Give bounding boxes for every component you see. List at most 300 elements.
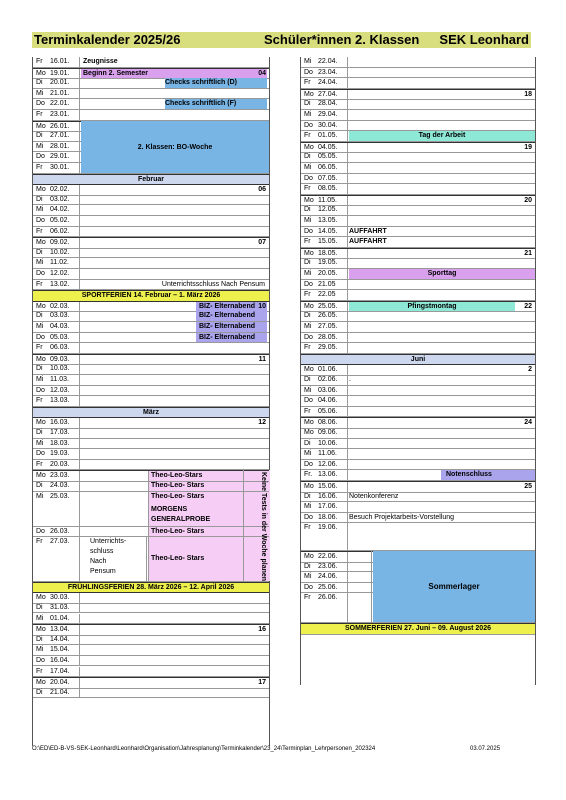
date: 23.06. — [318, 562, 338, 570]
date-separator — [347, 121, 348, 131]
calendar-row — [301, 110, 535, 121]
date: 08.06. — [318, 419, 338, 427]
date: 26.03. — [50, 527, 70, 535]
date-separator — [347, 562, 348, 572]
calendar-row — [33, 603, 269, 614]
date-separator — [79, 439, 80, 449]
date: 21.05 — [318, 280, 336, 288]
date-separator — [347, 470, 348, 480]
section-band — [301, 623, 535, 635]
date-separator — [347, 502, 348, 512]
date: 02.02. — [50, 186, 70, 194]
date-separator — [347, 90, 348, 100]
date-separator — [347, 593, 348, 622]
date: 19.01. — [50, 69, 70, 77]
calendar-row — [301, 280, 535, 291]
date-separator — [79, 110, 80, 120]
weekday: Fr — [36, 58, 43, 65]
date-separator — [347, 583, 348, 593]
date: 16.06. — [318, 492, 338, 500]
weekday: Mi — [36, 646, 44, 654]
date-separator — [347, 386, 348, 396]
weekday: Mi — [36, 376, 44, 383]
calendar-row — [301, 227, 535, 238]
weekday: Do — [304, 68, 313, 76]
weekday: Mi — [304, 58, 312, 65]
calendar-row — [301, 174, 535, 185]
date-separator — [79, 57, 80, 67]
date: 15.06. — [318, 483, 338, 490]
date-separator — [347, 302, 348, 312]
week-number: 16 — [258, 626, 266, 634]
date: 13.03. — [50, 397, 70, 405]
calendar-row — [301, 343, 535, 354]
date: 29.05. — [318, 344, 338, 352]
date-separator — [347, 99, 348, 109]
date-separator — [347, 110, 348, 120]
weekday: Di — [304, 439, 311, 447]
weekday: Mo — [36, 594, 46, 602]
date: 29.04. — [318, 111, 338, 118]
date-separator — [79, 333, 80, 343]
calendar-row — [33, 537, 269, 582]
date-separator — [79, 603, 80, 613]
date: 01.05. — [318, 132, 338, 140]
date-separator — [347, 143, 348, 153]
event-text: Theo-Leo- Stars — [151, 492, 205, 500]
calendar-row — [301, 502, 535, 513]
calendar-row — [301, 333, 535, 344]
calendar-row — [301, 470, 535, 481]
date-separator — [79, 99, 80, 109]
date: 09.06. — [318, 429, 338, 436]
date: 02.03. — [50, 302, 70, 310]
calendar-row — [33, 386, 269, 397]
date: 26.06. — [318, 594, 338, 602]
weekday: Fr — [36, 344, 43, 352]
week-number: 24 — [524, 419, 532, 427]
date: 25.03. — [50, 492, 70, 500]
calendar-row — [301, 216, 535, 227]
weekday: Mo — [304, 249, 314, 257]
date-separator — [347, 523, 348, 550]
calendar-row — [301, 407, 535, 418]
calendar-row — [33, 258, 269, 269]
calendar-row — [301, 121, 535, 132]
weekday: Do — [36, 270, 45, 277]
weekday: Fr — [304, 291, 311, 299]
date: 17.06. — [318, 503, 338, 511]
date: 20.05. — [318, 270, 338, 277]
week-number: 12 — [258, 419, 266, 427]
weekday: Fr — [304, 524, 311, 532]
date: 04.02. — [50, 206, 70, 214]
weekday: Mi — [304, 450, 312, 458]
date: 30.01. — [50, 164, 70, 171]
week-number: 11 — [258, 355, 266, 363]
weekday: Di — [304, 100, 311, 108]
date: 09.02. — [50, 239, 70, 247]
calendar-row — [301, 396, 535, 407]
date-separator — [79, 635, 80, 645]
week-number: 06 — [258, 186, 266, 194]
date: 04.03. — [50, 323, 70, 330]
calendar-row — [301, 322, 535, 333]
weekday: Mi — [304, 323, 312, 330]
calendar-row — [33, 216, 269, 227]
calendar-row — [33, 527, 269, 538]
date-separator — [79, 205, 80, 215]
weekday: Fr — [304, 132, 311, 140]
date-separator — [347, 482, 348, 492]
date-separator — [79, 593, 80, 603]
event-text: Theo-Leo- Stars — [151, 482, 205, 489]
date-separator — [347, 68, 348, 78]
date: 25.06. — [318, 583, 338, 591]
date: 26.01. — [50, 122, 70, 130]
weekday: Mi — [304, 111, 312, 118]
calendar-row — [301, 439, 535, 450]
weekday: Di — [304, 492, 311, 500]
date-separator — [79, 131, 80, 141]
date: 05.06. — [318, 407, 338, 415]
weekday: Fr — [304, 79, 311, 87]
date-separator — [79, 227, 80, 237]
date: 25.05. — [318, 302, 338, 310]
calendar-row — [301, 311, 535, 322]
date: 01.04. — [50, 614, 70, 622]
weekday: Mo — [304, 302, 314, 310]
weekday: Mo — [304, 143, 314, 151]
date: 12.02. — [50, 270, 70, 277]
date-separator — [347, 343, 348, 353]
event-text: BIZ- Elternabend — [199, 323, 256, 330]
weekday: Do — [304, 280, 313, 288]
sommerlager-block: Sommerlager — [373, 551, 535, 622]
date: 20.03. — [50, 460, 70, 468]
weekday: Di — [36, 365, 43, 373]
weekday: Mo — [36, 626, 46, 634]
weekday: Di — [304, 312, 311, 320]
date: 06.02. — [50, 227, 70, 235]
date: 14.05. — [318, 227, 338, 235]
weekday: Mo — [36, 419, 46, 427]
date-separator — [79, 688, 80, 698]
calendar-row — [33, 481, 269, 492]
date-separator — [79, 89, 80, 99]
week-number: 21 — [524, 249, 532, 257]
date: 22.06. — [318, 552, 338, 560]
weekday: Do — [36, 527, 45, 535]
date-separator — [79, 195, 80, 205]
date: 20.01. — [50, 79, 70, 87]
date: 28.04. — [318, 100, 338, 108]
date-separator — [79, 527, 80, 537]
date-separator — [79, 216, 80, 226]
date: 30.03. — [50, 594, 70, 602]
weekday: Fr — [36, 460, 43, 468]
calendar-row — [301, 184, 535, 195]
date-separator — [347, 249, 348, 259]
date-separator — [79, 311, 80, 321]
date-separator — [79, 69, 80, 79]
date-separator — [79, 364, 80, 374]
date-separator — [79, 163, 80, 173]
weekday: Do — [36, 450, 45, 458]
date-separator — [347, 552, 348, 562]
date: 01.06. — [318, 366, 338, 374]
calendar-row — [33, 333, 269, 344]
date: 21.04. — [50, 688, 70, 696]
calendar-row — [301, 460, 535, 471]
date-separator — [347, 439, 348, 449]
date-separator — [79, 355, 80, 365]
print-date: 03.07.2025 — [470, 746, 501, 752]
event-text: Notenkonferenz — [349, 492, 399, 500]
date: 18.05. — [318, 249, 338, 257]
date-separator — [347, 216, 348, 226]
date: 13.02. — [50, 280, 70, 288]
date: 06.03. — [50, 344, 70, 352]
event-text: Theo-Leo- Stars — [151, 527, 205, 535]
date-separator — [347, 322, 348, 332]
calendar-row — [33, 322, 269, 333]
date: 16.04. — [50, 656, 70, 664]
date: 27.03. — [50, 538, 70, 546]
date-separator — [79, 428, 80, 438]
week-number: 22 — [524, 302, 532, 310]
event-text: Zeugnisse — [83, 58, 118, 65]
date-separator — [79, 269, 80, 279]
no-tests-note: Keine Tests in der Woche planen — [260, 471, 267, 581]
calendar-right-column — [300, 57, 536, 685]
weekday: Fr — [36, 111, 43, 118]
date: 12.03. — [50, 386, 70, 394]
date: 13.04. — [50, 626, 70, 634]
date: 29.01. — [50, 153, 70, 161]
calendar-row — [33, 645, 269, 656]
weekday: Mi — [36, 439, 44, 447]
date-separator — [347, 365, 348, 375]
date-separator — [347, 57, 348, 67]
weekday: Mi — [36, 259, 44, 267]
weekday: Mi — [36, 323, 44, 330]
weekday: Di — [36, 79, 43, 87]
calendar-row — [301, 78, 535, 89]
date-separator — [79, 449, 80, 459]
weekday: Do — [304, 121, 313, 129]
weekday: Mi — [36, 142, 44, 150]
date: 02.06. — [318, 376, 338, 383]
weekday: Fr — [36, 667, 43, 675]
date-separator — [347, 280, 348, 290]
calendar-left-column — [32, 57, 270, 746]
calendar-row — [301, 523, 535, 551]
date: 15.04. — [50, 646, 70, 654]
date: 20.04. — [50, 679, 70, 687]
calendar-row — [33, 656, 269, 667]
date: 22.05 — [318, 291, 336, 299]
date-separator — [79, 322, 80, 332]
calendar-row — [33, 78, 269, 89]
section-label: Februar — [137, 175, 165, 183]
weekday: Di — [36, 195, 43, 203]
weekday: Do — [36, 333, 45, 341]
date-separator — [347, 492, 348, 502]
calendar-row — [33, 57, 269, 68]
date: 03.06. — [318, 386, 338, 394]
calendar-row — [301, 492, 535, 503]
date-separator — [347, 227, 348, 237]
weekday: Di — [36, 312, 43, 320]
weekday: Mi — [36, 614, 44, 622]
weekday: Fr — [36, 227, 43, 235]
weekday: Di — [36, 132, 43, 140]
date-separator — [79, 460, 80, 470]
weekday: Mi — [304, 164, 312, 171]
date: 19.05. — [318, 259, 338, 267]
calendar-row — [301, 449, 535, 460]
date: 09.03. — [50, 355, 70, 363]
weekday: Mo — [36, 355, 46, 363]
weekday: Mo — [36, 679, 46, 687]
date-separator — [347, 375, 348, 385]
event-text: Tag der Arbeit — [418, 132, 466, 140]
date-separator — [79, 656, 80, 666]
date-separator — [347, 174, 348, 184]
calendar-row — [301, 152, 535, 163]
date-separator — [347, 396, 348, 406]
weekday: Do — [304, 460, 313, 468]
calendar-row — [33, 99, 269, 110]
weekday: Di — [36, 635, 43, 643]
event-text: BIZ- Elternabend — [199, 312, 256, 320]
week-number: 19 — [524, 143, 532, 151]
calendar-row — [301, 131, 535, 142]
date: 11.02. — [50, 259, 69, 267]
event-text: Unterrichtsschluss Nach Pensum — [161, 280, 265, 288]
weekday: Di — [304, 206, 311, 214]
date-separator — [347, 205, 348, 215]
date: 27.05. — [318, 323, 338, 330]
week-number: 17 — [258, 679, 266, 687]
calendar-row — [301, 57, 535, 68]
date: 16.01. — [50, 58, 70, 65]
date-separator — [79, 386, 80, 396]
date: 23.03. — [50, 472, 70, 480]
date-separator — [79, 678, 80, 688]
calendar-row — [301, 258, 535, 269]
unterrichtsschluss-divider — [146, 537, 147, 582]
date: 06.05. — [318, 164, 338, 171]
date-separator — [79, 667, 80, 677]
weekday: Fr — [304, 238, 311, 246]
date-separator — [79, 343, 80, 353]
calendar-row — [33, 614, 269, 625]
calendar-row — [33, 439, 269, 450]
date-separator — [79, 481, 80, 491]
weekday: Di — [36, 482, 43, 489]
event-text: Theo-Leo-Stars — [151, 472, 203, 480]
date: 18.03. — [50, 439, 70, 447]
weekday: Fr — [36, 280, 43, 288]
week-number: 07 — [258, 239, 266, 247]
weekday: Mo — [36, 186, 46, 194]
calendar-row — [301, 68, 535, 79]
calendar-row — [301, 163, 535, 174]
date: 27.04. — [318, 90, 338, 98]
weekday: Di — [304, 153, 311, 161]
weekday: Mi — [36, 206, 44, 214]
date-separator — [79, 492, 80, 526]
weekday: Di — [36, 429, 43, 436]
weekday: Do — [304, 513, 313, 521]
date-separator — [347, 418, 348, 428]
section-label: Juni — [410, 355, 426, 363]
date-separator — [79, 614, 80, 624]
weekday: Fr. — [304, 471, 313, 479]
date-separator — [79, 396, 80, 406]
week-number: 25 — [524, 483, 532, 490]
weekday: Mi — [36, 89, 44, 97]
weekday: Mo — [304, 483, 314, 490]
calendar-row — [301, 269, 535, 280]
weekday: Mo — [36, 69, 46, 77]
calendar-row — [301, 386, 535, 397]
weekday: Mi — [304, 217, 312, 224]
date: 30.04. — [318, 121, 338, 129]
date: 14.04. — [50, 635, 70, 643]
date-separator — [79, 418, 80, 428]
date-separator — [79, 78, 80, 88]
event-text: . — [349, 376, 351, 383]
date: 23.01. — [50, 111, 70, 118]
calendar-row — [301, 99, 535, 110]
date: 27.01. — [50, 132, 70, 140]
section-label: März — [143, 408, 159, 416]
weekday: Mi — [36, 492, 44, 500]
calendar-row — [33, 343, 269, 354]
weekday: Mo — [304, 429, 314, 436]
date-separator — [79, 142, 80, 152]
date: 28.01. — [50, 142, 70, 150]
date: 08.05. — [318, 185, 338, 193]
section-label: SPORTFERIEN 14. Februar – 1. März 2026 — [81, 292, 221, 300]
calendar-row — [33, 667, 269, 678]
date-separator — [79, 645, 80, 655]
bo-week-block: 2. Klassen: BO-Woche — [81, 121, 269, 173]
weekday: Do — [36, 100, 45, 108]
date-separator — [79, 375, 80, 385]
file-path: O:\ED\ED-B-VS-SEK-Leonhard\Leonhard\Organisation\Jahresplanung\Terminkalender\23_24\Terminplan_Lehrpersonen_202324 — [32, 746, 376, 752]
calendar-row — [301, 513, 535, 524]
school-name: SEK Leonhard — [439, 32, 529, 47]
date: 11.06. — [318, 450, 337, 458]
morgens-label: MORGENS — [151, 506, 188, 514]
calendar-row — [33, 311, 269, 322]
theo-divider — [243, 470, 244, 581]
event-text: Theo-Leo- Stars — [151, 555, 205, 563]
date-separator — [347, 152, 348, 162]
weekday: Mi — [304, 573, 312, 581]
date-separator — [347, 196, 348, 206]
weekday: Di — [304, 259, 311, 267]
date-separator — [347, 513, 348, 523]
weekday: Fr — [304, 344, 311, 352]
calendar-row — [33, 396, 269, 407]
week-number: 2 — [528, 366, 532, 374]
weekday: Mo — [36, 239, 46, 247]
